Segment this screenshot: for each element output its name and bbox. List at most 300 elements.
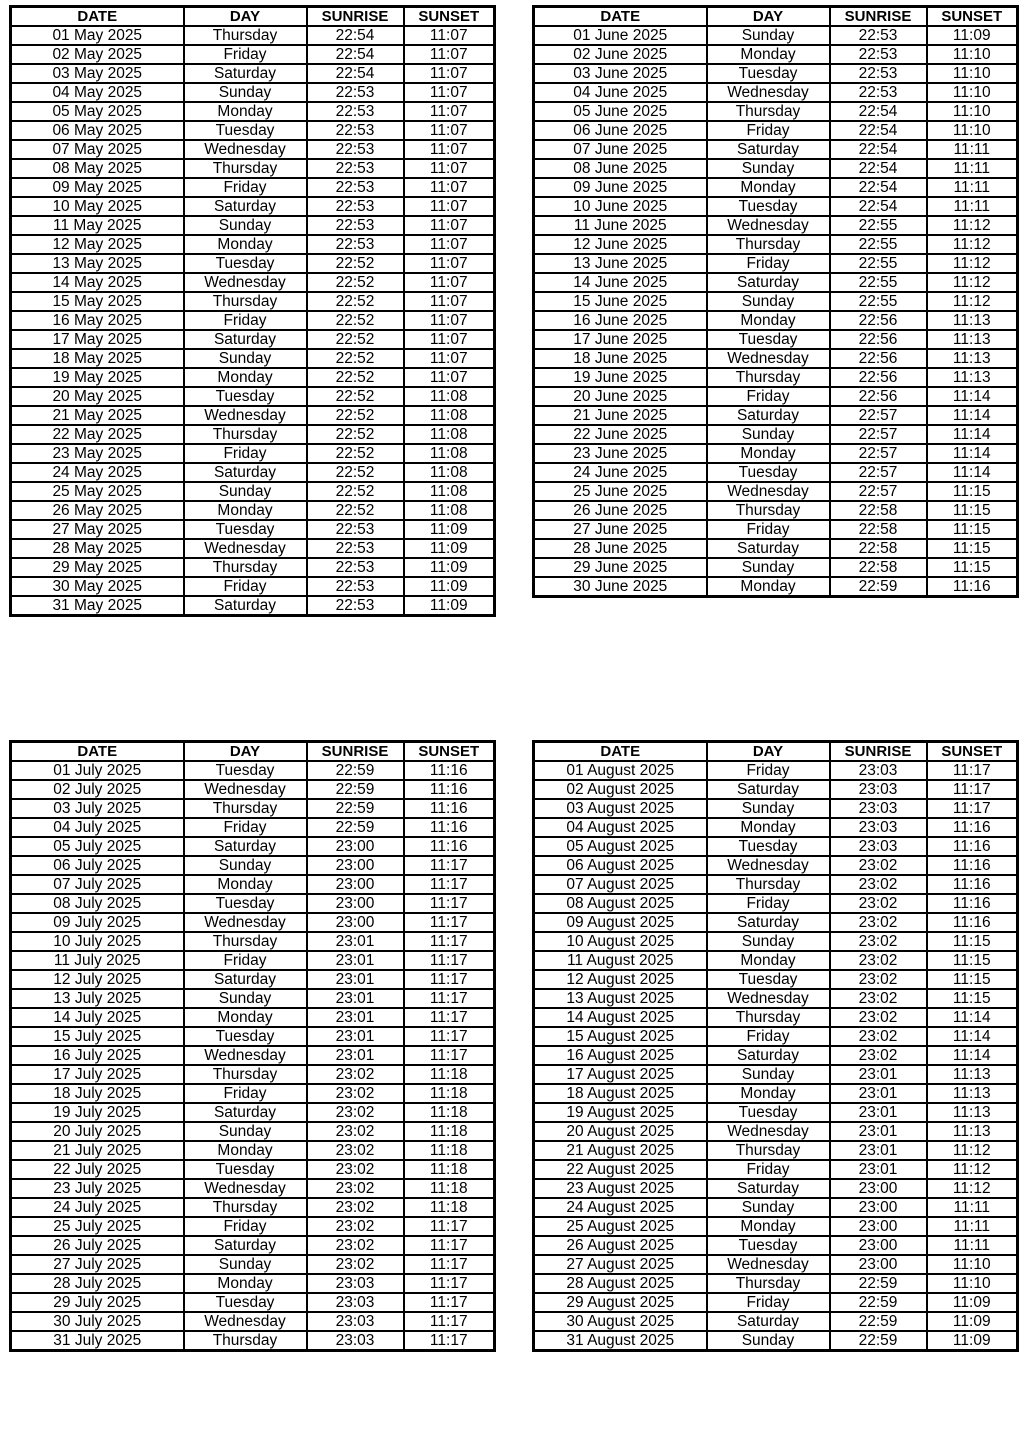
- day-cell: Friday: [707, 254, 830, 273]
- day-cell: Tuesday: [707, 64, 830, 83]
- day-cell: Saturday: [707, 539, 830, 558]
- day-cell: Thursday: [184, 1331, 307, 1351]
- day-cell: Monday: [707, 1217, 830, 1236]
- date-cell: 08 August 2025: [534, 894, 707, 913]
- sunrise-cell: 23:02: [307, 1122, 404, 1141]
- date-cell: 29 July 2025: [11, 1293, 184, 1312]
- table-row: [534, 989, 1018, 1008]
- table-row: [11, 425, 495, 444]
- table-row: [534, 26, 1018, 45]
- column-header-day: DAY: [184, 7, 307, 27]
- table-row: [534, 1255, 1018, 1274]
- sunrise-cell: 22:56: [830, 311, 927, 330]
- date-cell: 25 July 2025: [11, 1217, 184, 1236]
- day-cell: Saturday: [707, 780, 830, 799]
- sunset-cell: 11:17: [404, 875, 495, 894]
- table-row: [11, 1160, 495, 1179]
- sunset-cell: 11:08: [404, 501, 495, 520]
- date-cell: 25 August 2025: [534, 1217, 707, 1236]
- date-cell: 09 June 2025: [534, 178, 707, 197]
- sunset-cell: 11:09: [927, 1331, 1018, 1351]
- sunset-cell: 11:17: [404, 1027, 495, 1046]
- sunset-cell: 11:17: [404, 1312, 495, 1331]
- table-row: [11, 1084, 495, 1103]
- day-cell: Friday: [707, 761, 830, 780]
- table-row: [534, 1065, 1018, 1084]
- day-cell: Tuesday: [184, 121, 307, 140]
- day-cell: Friday: [184, 1084, 307, 1103]
- sunrise-cell: 22:53: [307, 83, 404, 102]
- date-cell: 28 June 2025: [534, 539, 707, 558]
- sunset-cell: 11:16: [927, 856, 1018, 875]
- sunrise-cell: 23:03: [830, 761, 927, 780]
- date-cell: 11 August 2025: [534, 951, 707, 970]
- day-cell: Wednesday: [184, 913, 307, 932]
- column-header-sunset: SUNSET: [404, 742, 495, 762]
- day-cell: Saturday: [707, 913, 830, 932]
- sunset-cell: 11:07: [404, 140, 495, 159]
- sunrise-cell: 22:54: [307, 26, 404, 45]
- table-row: [11, 121, 495, 140]
- sunrise-cell: 23:00: [307, 913, 404, 932]
- sunset-cell: 11:11: [927, 159, 1018, 178]
- day-cell: Wednesday: [184, 140, 307, 159]
- sunset-cell: 11:09: [927, 1312, 1018, 1331]
- date-cell: 27 May 2025: [11, 520, 184, 539]
- sunset-cell: 11:18: [404, 1084, 495, 1103]
- sunset-cell: 11:17: [404, 1331, 495, 1351]
- sunset-cell: 11:13: [927, 1065, 1018, 1084]
- date-cell: 12 July 2025: [11, 970, 184, 989]
- date-cell: 25 May 2025: [11, 482, 184, 501]
- sunset-cell: 11:12: [927, 292, 1018, 311]
- date-cell: 14 June 2025: [534, 273, 707, 292]
- sunset-cell: 11:18: [404, 1103, 495, 1122]
- day-cell: Thursday: [184, 799, 307, 818]
- sunset-cell: 11:10: [927, 102, 1018, 121]
- table-row: [11, 216, 495, 235]
- sunrise-cell: 23:01: [307, 1008, 404, 1027]
- date-cell: 02 May 2025: [11, 45, 184, 64]
- table-row: [11, 913, 495, 932]
- date-cell: 03 July 2025: [11, 799, 184, 818]
- day-cell: Wednesday: [707, 1255, 830, 1274]
- date-cell: 11 July 2025: [11, 951, 184, 970]
- table-row: [11, 444, 495, 463]
- sunset-cell: 11:13: [927, 330, 1018, 349]
- day-cell: Monday: [184, 1274, 307, 1293]
- day-cell: Monday: [184, 1008, 307, 1027]
- date-cell: 20 June 2025: [534, 387, 707, 406]
- day-cell: Sunday: [707, 292, 830, 311]
- date-cell: 07 August 2025: [534, 875, 707, 894]
- date-cell: 03 August 2025: [534, 799, 707, 818]
- table-row: [534, 1217, 1018, 1236]
- sun-table-june: [532, 5, 1019, 598]
- sunset-cell: 11:09: [404, 596, 495, 616]
- sunrise-cell: 23:02: [830, 932, 927, 951]
- table-row: [11, 894, 495, 913]
- sunset-cell: 11:13: [927, 1103, 1018, 1122]
- sunrise-cell: 22:57: [830, 482, 927, 501]
- day-cell: Wednesday: [184, 1179, 307, 1198]
- sunrise-cell: 22:55: [830, 292, 927, 311]
- table-row: [534, 875, 1018, 894]
- table-row: [534, 558, 1018, 577]
- sunset-cell: 11:10: [927, 45, 1018, 64]
- table-row: [11, 1293, 495, 1312]
- table-row: [11, 1179, 495, 1198]
- day-cell: Monday: [184, 875, 307, 894]
- sunrise-cell: 22:55: [830, 235, 927, 254]
- sunset-cell: 11:07: [404, 83, 495, 102]
- sunset-cell: 11:16: [927, 875, 1018, 894]
- table-row: [534, 273, 1018, 292]
- column-header-day: DAY: [184, 742, 307, 762]
- sunrise-cell: 23:00: [830, 1217, 927, 1236]
- sunrise-cell: 23:00: [307, 856, 404, 875]
- table-row: [11, 818, 495, 837]
- date-cell: 04 July 2025: [11, 818, 184, 837]
- date-cell: 21 August 2025: [534, 1141, 707, 1160]
- table-row: [11, 780, 495, 799]
- table-row: [534, 425, 1018, 444]
- date-cell: 01 May 2025: [11, 26, 184, 45]
- date-cell: 15 August 2025: [534, 1027, 707, 1046]
- date-cell: 21 July 2025: [11, 1141, 184, 1160]
- sunrise-cell: 22:53: [307, 235, 404, 254]
- sunset-cell: 11:16: [927, 577, 1018, 597]
- table-row: [534, 444, 1018, 463]
- day-cell: Wednesday: [184, 539, 307, 558]
- date-cell: 22 August 2025: [534, 1160, 707, 1179]
- sunset-cell: 11:12: [927, 1160, 1018, 1179]
- table-row: [11, 387, 495, 406]
- date-cell: 16 July 2025: [11, 1046, 184, 1065]
- sunrise-cell: 22:52: [307, 406, 404, 425]
- date-cell: 16 August 2025: [534, 1046, 707, 1065]
- sunrise-cell: 23:01: [307, 970, 404, 989]
- date-cell: 15 May 2025: [11, 292, 184, 311]
- day-cell: Sunday: [707, 26, 830, 45]
- date-cell: 31 August 2025: [534, 1331, 707, 1351]
- sunset-cell: 11:08: [404, 444, 495, 463]
- table-row: [11, 45, 495, 64]
- sunrise-cell: 22:56: [830, 368, 927, 387]
- date-cell: 23 May 2025: [11, 444, 184, 463]
- sunrise-cell: 23:02: [830, 894, 927, 913]
- day-cell: Friday: [707, 121, 830, 140]
- sunrise-cell: 22:53: [830, 45, 927, 64]
- day-cell: Monday: [184, 368, 307, 387]
- column-header-date: DATE: [534, 7, 707, 27]
- day-cell: Sunday: [707, 558, 830, 577]
- column-header-day: DAY: [707, 7, 830, 27]
- table-row: [11, 501, 495, 520]
- table-row: [534, 1122, 1018, 1141]
- sunrise-cell: 23:02: [830, 970, 927, 989]
- sunset-cell: 11:07: [404, 26, 495, 45]
- sunrise-cell: 23:02: [830, 1008, 927, 1027]
- date-cell: 07 May 2025: [11, 140, 184, 159]
- sunset-cell: 11:14: [927, 1046, 1018, 1065]
- date-cell: 14 May 2025: [11, 273, 184, 292]
- sunrise-cell: 22:53: [830, 26, 927, 45]
- sunset-cell: 11:07: [404, 102, 495, 121]
- table-row: [11, 463, 495, 482]
- table-row: [534, 1160, 1018, 1179]
- table-row: [11, 140, 495, 159]
- sunrise-cell: 23:02: [307, 1103, 404, 1122]
- table-row: [534, 292, 1018, 311]
- day-cell: Tuesday: [184, 254, 307, 273]
- column-header-date: DATE: [11, 742, 184, 762]
- table-row: [11, 1274, 495, 1293]
- sunrise-cell: 23:02: [830, 951, 927, 970]
- day-cell: Monday: [184, 102, 307, 121]
- day-cell: Tuesday: [707, 1236, 830, 1255]
- sunset-cell: 11:17: [404, 894, 495, 913]
- sunset-cell: 11:07: [404, 235, 495, 254]
- day-cell: Wednesday: [707, 216, 830, 235]
- date-cell: 29 August 2025: [534, 1293, 707, 1312]
- date-cell: 05 August 2025: [534, 837, 707, 856]
- sunrise-cell: 22:57: [830, 444, 927, 463]
- day-cell: Wednesday: [707, 349, 830, 368]
- sunset-cell: 11:12: [927, 254, 1018, 273]
- table-row: [534, 1027, 1018, 1046]
- day-cell: Sunday: [184, 349, 307, 368]
- day-cell: Saturday: [184, 1103, 307, 1122]
- date-cell: 02 August 2025: [534, 780, 707, 799]
- table-row: [11, 235, 495, 254]
- table-row: [534, 970, 1018, 989]
- sunrise-cell: 22:52: [307, 368, 404, 387]
- date-cell: 10 July 2025: [11, 932, 184, 951]
- day-cell: Sunday: [184, 216, 307, 235]
- table-row: [11, 254, 495, 273]
- date-cell: 01 June 2025: [534, 26, 707, 45]
- date-cell: 12 May 2025: [11, 235, 184, 254]
- sunset-cell: 11:16: [404, 780, 495, 799]
- sunset-cell: 11:07: [404, 121, 495, 140]
- table-row: [11, 330, 495, 349]
- sunrise-cell: 23:00: [830, 1179, 927, 1198]
- day-cell: Monday: [707, 951, 830, 970]
- day-cell: Friday: [184, 178, 307, 197]
- sunset-cell: 11:17: [404, 913, 495, 932]
- sunset-cell: 11:16: [404, 761, 495, 780]
- day-cell: Thursday: [707, 102, 830, 121]
- date-cell: 04 August 2025: [534, 818, 707, 837]
- table-row: [534, 799, 1018, 818]
- day-cell: Saturday: [707, 406, 830, 425]
- column-header-sunrise: SUNRISE: [307, 7, 404, 27]
- day-cell: Thursday: [184, 159, 307, 178]
- day-cell: Saturday: [184, 330, 307, 349]
- day-cell: Thursday: [184, 26, 307, 45]
- date-cell: 17 June 2025: [534, 330, 707, 349]
- sunset-cell: 11:11: [927, 1236, 1018, 1255]
- table-row: [534, 45, 1018, 64]
- sunrise-cell: 23:02: [307, 1217, 404, 1236]
- day-cell: Tuesday: [184, 387, 307, 406]
- day-cell: Friday: [184, 311, 307, 330]
- sunset-cell: 11:17: [404, 951, 495, 970]
- day-cell: Wednesday: [184, 1046, 307, 1065]
- date-cell: 18 May 2025: [11, 349, 184, 368]
- date-cell: 26 May 2025: [11, 501, 184, 520]
- sunrise-cell: 22:52: [307, 292, 404, 311]
- sunrise-cell: 22:59: [830, 1293, 927, 1312]
- sunrise-cell: 23:02: [307, 1065, 404, 1084]
- table-row: [11, 311, 495, 330]
- sunrise-cell: 22:58: [830, 501, 927, 520]
- date-cell: 24 July 2025: [11, 1198, 184, 1217]
- date-cell: 17 May 2025: [11, 330, 184, 349]
- table-row: [534, 1198, 1018, 1217]
- table-row: [534, 951, 1018, 970]
- date-cell: 13 August 2025: [534, 989, 707, 1008]
- sunrise-cell: 22:54: [830, 102, 927, 121]
- sunset-cell: 11:15: [927, 558, 1018, 577]
- date-cell: 15 July 2025: [11, 1027, 184, 1046]
- date-cell: 13 June 2025: [534, 254, 707, 273]
- day-cell: Wednesday: [707, 989, 830, 1008]
- column-header-sunset: SUNSET: [927, 7, 1018, 27]
- sunrise-cell: 22:52: [307, 444, 404, 463]
- sunset-cell: 11:12: [927, 273, 1018, 292]
- date-cell: 24 June 2025: [534, 463, 707, 482]
- sunset-cell: 11:09: [404, 558, 495, 577]
- date-cell: 21 June 2025: [534, 406, 707, 425]
- sunrise-cell: 23:00: [830, 1198, 927, 1217]
- table-row: [11, 406, 495, 425]
- day-cell: Friday: [707, 1027, 830, 1046]
- sunset-cell: 11:07: [404, 45, 495, 64]
- day-cell: Wednesday: [184, 406, 307, 425]
- table-row: [11, 159, 495, 178]
- sunrise-cell: 22:57: [830, 425, 927, 444]
- day-cell: Thursday: [707, 1008, 830, 1027]
- day-cell: Sunday: [184, 1122, 307, 1141]
- date-cell: 17 August 2025: [534, 1065, 707, 1084]
- day-cell: Thursday: [707, 235, 830, 254]
- sunset-cell: 11:15: [927, 539, 1018, 558]
- sunset-cell: 11:08: [404, 406, 495, 425]
- table-row: [534, 140, 1018, 159]
- date-cell: 10 June 2025: [534, 197, 707, 216]
- date-cell: 24 May 2025: [11, 463, 184, 482]
- table-row: [11, 197, 495, 216]
- date-cell: 11 May 2025: [11, 216, 184, 235]
- table-row: [534, 818, 1018, 837]
- day-cell: Friday: [707, 894, 830, 913]
- table-row: [534, 83, 1018, 102]
- table-row: [11, 1217, 495, 1236]
- sunrise-cell: 22:54: [307, 64, 404, 83]
- date-cell: 04 May 2025: [11, 83, 184, 102]
- sunset-cell: 11:11: [927, 1217, 1018, 1236]
- table-row: [534, 387, 1018, 406]
- table-row: [534, 1008, 1018, 1027]
- date-cell: 03 May 2025: [11, 64, 184, 83]
- table-row: [11, 178, 495, 197]
- sunrise-cell: 22:56: [830, 330, 927, 349]
- sunset-cell: 11:17: [927, 761, 1018, 780]
- table-row: [534, 856, 1018, 875]
- sunset-cell: 11:15: [927, 501, 1018, 520]
- date-cell: 03 June 2025: [534, 64, 707, 83]
- day-cell: Sunday: [707, 1065, 830, 1084]
- date-cell: 26 August 2025: [534, 1236, 707, 1255]
- date-cell: 05 May 2025: [11, 102, 184, 121]
- table-row: [11, 1103, 495, 1122]
- date-cell: 13 July 2025: [11, 989, 184, 1008]
- table-row: [534, 102, 1018, 121]
- sunrise-cell: 22:54: [830, 121, 927, 140]
- day-cell: Friday: [707, 1293, 830, 1312]
- day-cell: Thursday: [707, 368, 830, 387]
- sunset-cell: 11:11: [927, 197, 1018, 216]
- sunrise-cell: 22:53: [307, 539, 404, 558]
- day-cell: Tuesday: [707, 970, 830, 989]
- table-row: [534, 64, 1018, 83]
- table-row: [534, 780, 1018, 799]
- sunset-cell: 11:17: [404, 1255, 495, 1274]
- sun-table-may: [9, 5, 496, 617]
- date-cell: 14 July 2025: [11, 1008, 184, 1027]
- day-cell: Wednesday: [184, 273, 307, 292]
- sunrise-cell: 22:57: [830, 406, 927, 425]
- day-cell: Saturday: [184, 1236, 307, 1255]
- sunset-cell: 11:10: [927, 83, 1018, 102]
- sunset-cell: 11:13: [927, 349, 1018, 368]
- day-cell: Tuesday: [707, 463, 830, 482]
- sunset-cell: 11:11: [927, 178, 1018, 197]
- sunset-cell: 11:09: [404, 520, 495, 539]
- date-cell: 30 July 2025: [11, 1312, 184, 1331]
- day-cell: Thursday: [184, 1065, 307, 1084]
- date-cell: 18 July 2025: [11, 1084, 184, 1103]
- date-cell: 08 July 2025: [11, 894, 184, 913]
- date-cell: 10 August 2025: [534, 932, 707, 951]
- sunset-cell: 11:14: [927, 425, 1018, 444]
- date-cell: 06 May 2025: [11, 121, 184, 140]
- day-cell: Sunday: [184, 856, 307, 875]
- sunset-cell: 11:08: [404, 463, 495, 482]
- day-cell: Sunday: [184, 482, 307, 501]
- day-cell: Thursday: [184, 932, 307, 951]
- table-row: [11, 273, 495, 292]
- sunrise-cell: 23:03: [830, 780, 927, 799]
- sunset-cell: 11:18: [404, 1141, 495, 1160]
- table-row: [534, 577, 1018, 597]
- date-cell: 07 July 2025: [11, 875, 184, 894]
- sunset-cell: 11:12: [927, 1141, 1018, 1160]
- day-cell: Friday: [184, 1217, 307, 1236]
- day-cell: Saturday: [184, 197, 307, 216]
- table-header-row: [534, 7, 1018, 27]
- date-cell: 13 May 2025: [11, 254, 184, 273]
- table-row: [534, 1179, 1018, 1198]
- sunset-cell: 11:12: [927, 1179, 1018, 1198]
- date-cell: 12 June 2025: [534, 235, 707, 254]
- day-cell: Thursday: [184, 1198, 307, 1217]
- sunrise-cell: 22:53: [307, 159, 404, 178]
- sunset-cell: 11:13: [927, 368, 1018, 387]
- sunrise-cell: 23:02: [830, 1027, 927, 1046]
